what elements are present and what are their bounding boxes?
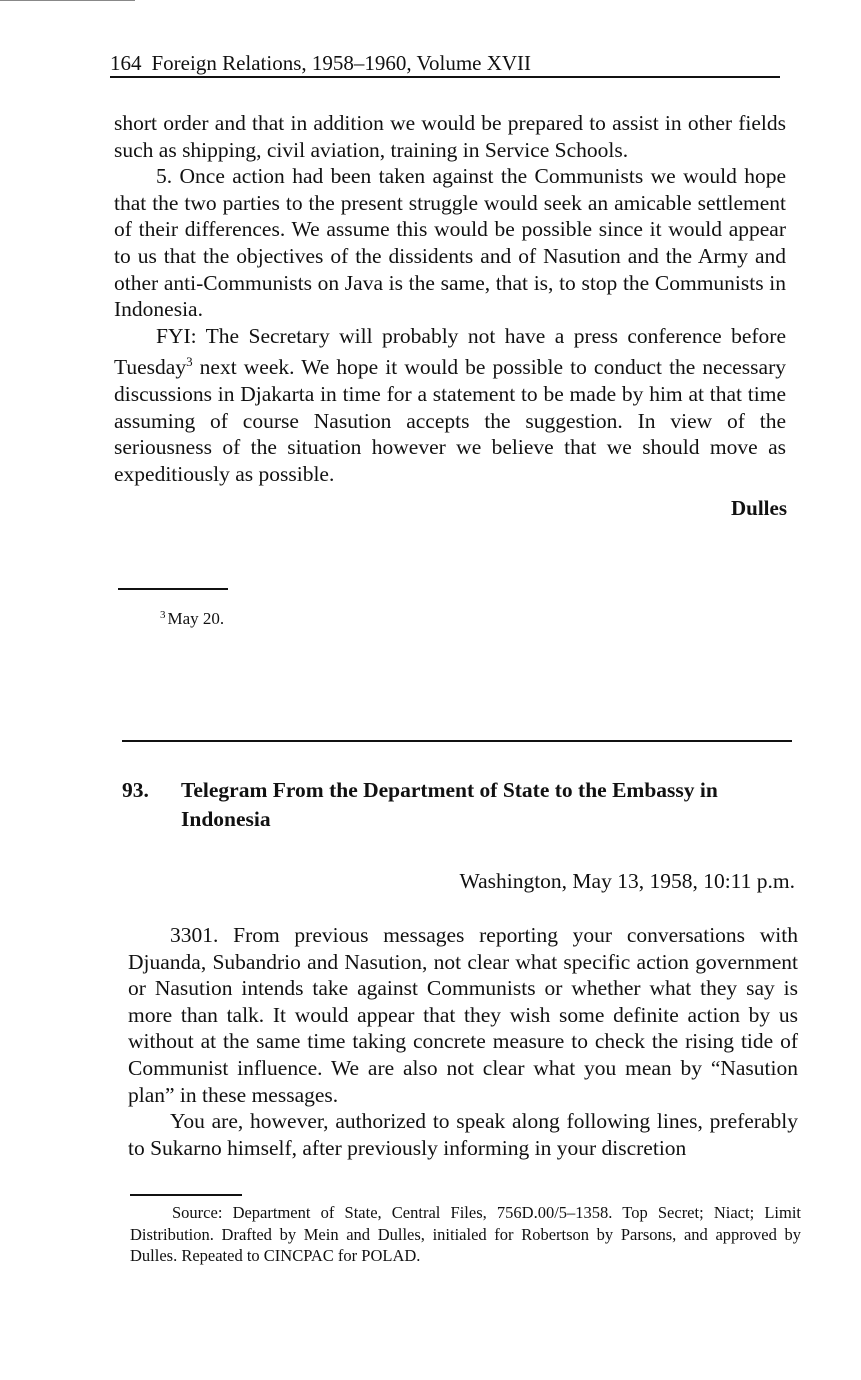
telegram-body xyxy=(128,922,798,1161)
paragraph: 3301. From previous messages reporting your conversations with Djuanda, Subandrio and Nasution, not clear what specific action government or Nasution intends take against Communists or whether what they say is more than talk. It would appear that they wish some definite action by us without at the same time taking concrete measure to check the rising tide of Communist influence. We are also not clear what you mean by “Nasution plan” in these messages. xyxy=(128,923,798,1107)
document-number: 93. xyxy=(122,778,149,802)
continuation-text xyxy=(114,110,786,487)
running-head xyxy=(110,50,780,76)
volume-title: Foreign Relations, 1958–1960, Volume XVII xyxy=(151,51,532,75)
footnote-text: May 20. xyxy=(167,609,225,628)
paragraph-text: FYI: The Secretary will probably not have a press conference before Tuesday xyxy=(114,323,786,380)
paragraph-text: next week. We hope it would be possible to conduct the necessary discussions in Djakarta in time for a statement to be made by him at that time assuming of course Nasution accepts the suggestion. In view of the seriousness of the situation however we believe that we should move as expeditiously as possible. xyxy=(114,355,786,486)
section-divider xyxy=(122,740,792,742)
scan-edge-line xyxy=(0,0,135,1)
header-rule xyxy=(110,76,780,78)
source-note-text: Source: Department of State, Central Files, 756D.00/5–1358. Top Secret; Niact; Limit Distribution. Drafted by Mein and Dulles, initialed for Robertson by Parsons, and approved by Dulles. Repeated to CINCPAC for POLAD. xyxy=(130,1203,801,1265)
page-number: 164 xyxy=(110,51,142,75)
paragraph: You are, however, authorized to speak along following lines, preferably to Sukarno himself, after previously informing in your discretion xyxy=(128,1109,798,1160)
document-title: Telegram From the Department of State to the Embassy in Indonesia xyxy=(181,778,718,831)
dateline: Washington, May 13, 1958, 10:11 p.m. xyxy=(459,869,795,893)
paragraph xyxy=(114,323,786,488)
paragraph: short order and that in addition we would be prepared to assist in other fields such as shipping, civil aviation, training in Service Schools. xyxy=(114,111,786,162)
footnote-rule xyxy=(118,588,228,590)
footnote-rule xyxy=(130,1194,242,1196)
source-note xyxy=(130,1202,801,1267)
footnote-reference[interactable]: 3 xyxy=(186,354,193,370)
footnote-marker: 3 xyxy=(160,609,166,621)
footnote xyxy=(160,604,224,630)
signature: Dulles xyxy=(730,496,787,520)
paragraph: 5. Once action had been taken against the Communists we would hope that the two parties to the present struggle would seek an amicable settlement of their differences. We assume this would be possible since it would appear to us that the objectives of the dissidents and of Nasution and the Army and other anti-Communists on Java is the same, that is, to stop the Communists in Indonesia. xyxy=(114,164,786,322)
